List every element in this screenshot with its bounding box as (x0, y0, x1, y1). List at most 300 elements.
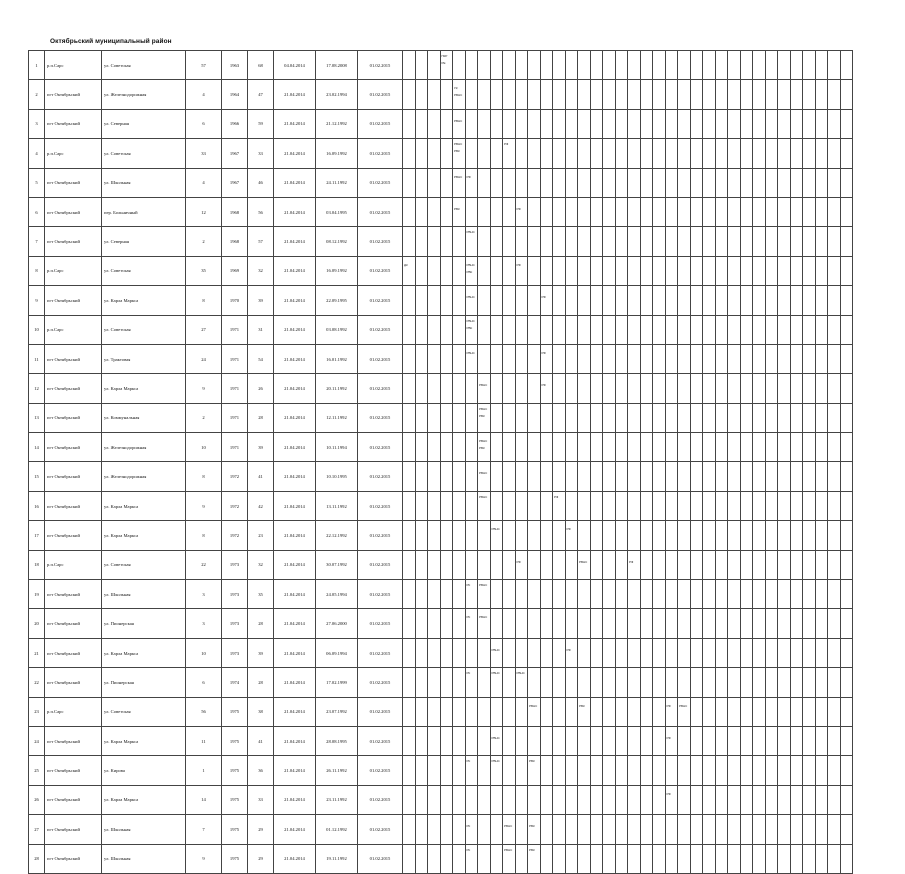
schedule-cell (678, 756, 691, 785)
schedule-cell (765, 756, 778, 785)
locality-cell: пгт Октябрьский (45, 286, 102, 315)
schedule-cell (740, 227, 753, 256)
schedule-cell (765, 256, 778, 285)
schedule-cell (778, 109, 791, 138)
schedule-cell (753, 139, 766, 168)
date-recognized-cell: 27.06.2000 (316, 609, 358, 638)
schedule-cell (490, 344, 503, 373)
schedule-cell (653, 344, 666, 373)
schedule-cell (478, 286, 491, 315)
schedule-cell (540, 256, 553, 285)
schedule-cell (640, 168, 653, 197)
schedule-cell (465, 726, 478, 755)
schedule-cell (665, 638, 678, 667)
schedule-cell (678, 580, 691, 609)
schedule-cell (728, 521, 741, 550)
year-built-cell: 1975 (222, 815, 248, 844)
locality-cell: пгт Октябрьский (45, 785, 102, 814)
schedule-cell (690, 521, 703, 550)
schedule-cell (665, 227, 678, 256)
schedule-cell (553, 609, 566, 638)
row-number: 17 (29, 521, 45, 550)
schedule-cell (803, 756, 816, 785)
street-cell: ул. Карла Маркса (102, 521, 186, 550)
schedule-cell (578, 550, 591, 579)
schedule-cell (803, 609, 816, 638)
schedule-cell (503, 726, 516, 755)
schedule-cell (803, 109, 816, 138)
schedule-cell (628, 227, 641, 256)
schedule-cell (815, 756, 828, 785)
row-number: 15 (29, 462, 45, 491)
work-type-mark: РВК (454, 206, 460, 211)
schedule-cell (428, 756, 441, 785)
schedule-cell (515, 315, 528, 344)
schedule-cell (590, 580, 603, 609)
schedule-cell (515, 109, 528, 138)
schedule-cell (703, 668, 716, 697)
schedule-cell (653, 756, 666, 785)
schedule-cell (728, 51, 741, 80)
schedule-cell (540, 51, 553, 80)
schedule-cell (590, 286, 603, 315)
schedule-cell (565, 139, 578, 168)
schedule-cell (628, 580, 641, 609)
schedule-cell (440, 433, 453, 462)
schedule-cell (515, 256, 528, 285)
schedule-cell (415, 403, 428, 432)
schedule-cell (603, 668, 616, 697)
schedule-cell (428, 374, 441, 403)
schedule-cell (465, 433, 478, 462)
schedule-cell (640, 197, 653, 226)
schedule-cell (490, 697, 503, 726)
schedule-cell (578, 668, 591, 697)
schedule-cell (553, 197, 566, 226)
schedule-cell (703, 109, 716, 138)
schedule-cell (403, 139, 416, 168)
schedule-cell (678, 51, 691, 80)
schedule-cell (765, 51, 778, 80)
schedule-cell (628, 344, 641, 373)
house-number-cell: 24 (186, 344, 222, 373)
wear-percent-cell: 68 (248, 51, 274, 80)
schedule-cell (678, 462, 691, 491)
schedule-cell (615, 197, 628, 226)
schedule-cell (690, 550, 703, 579)
schedule-cell (465, 521, 478, 550)
date-plan-cell: 01.02.2015 (358, 462, 403, 491)
schedule-cell (628, 697, 641, 726)
schedule-cell (690, 668, 703, 697)
house-number-cell: 2 (186, 403, 222, 432)
schedule-cell (503, 51, 516, 80)
work-type-mark: РВНС (479, 583, 488, 588)
schedule-cell (640, 609, 653, 638)
schedule-cell (678, 844, 691, 873)
date-plan-cell: 01.02.2015 (358, 139, 403, 168)
schedule-cell (465, 815, 478, 844)
schedule-cell (503, 756, 516, 785)
schedule-cell (828, 109, 841, 138)
schedule-cell (640, 344, 653, 373)
work-type-mark: РВНС (579, 559, 588, 564)
schedule-cell (640, 286, 653, 315)
schedule-cell (828, 609, 841, 638)
work-type-mark: РВНС (679, 703, 688, 708)
schedule-cell (840, 256, 853, 285)
schedule-cell (678, 344, 691, 373)
schedule-cell (478, 697, 491, 726)
schedule-cell (515, 227, 528, 256)
schedule-cell (503, 844, 516, 873)
schedule-cell (740, 51, 753, 80)
schedule-cell (428, 80, 441, 109)
schedule-cell (803, 197, 816, 226)
year-built-cell: 1964 (222, 80, 248, 109)
schedule-cell (528, 344, 541, 373)
schedule-cell (753, 844, 766, 873)
schedule-cell (553, 815, 566, 844)
schedule-cell (578, 815, 591, 844)
schedule-cell (840, 756, 853, 785)
house-number-cell: 6 (186, 668, 222, 697)
schedule-cell (440, 726, 453, 755)
house-number-cell: 9 (186, 491, 222, 520)
schedule-cell (653, 815, 666, 844)
schedule-cell (628, 374, 641, 403)
row-number: 18 (29, 550, 45, 579)
schedule-cell (678, 785, 691, 814)
street-cell: ул. Школьная (102, 168, 186, 197)
schedule-cell (615, 638, 628, 667)
schedule-cell (415, 139, 428, 168)
work-type-mark: РВНС (479, 383, 488, 388)
schedule-cell (490, 256, 503, 285)
schedule-cell (840, 844, 853, 873)
date-survey-cell: 21.04.2014 (274, 462, 316, 491)
schedule-cell (540, 286, 553, 315)
schedule-cell (415, 550, 428, 579)
schedule-cell (740, 109, 753, 138)
date-recognized-cell: 17.02.1999 (316, 668, 358, 697)
locality-cell: пгт Октябрьский (45, 403, 102, 432)
schedule-cell (678, 80, 691, 109)
schedule-cell (590, 51, 603, 80)
schedule-cell (765, 491, 778, 520)
schedule-cell (515, 844, 528, 873)
date-plan-cell: 01.02.2015 (358, 815, 403, 844)
street-cell: ул. Северная (102, 109, 186, 138)
schedule-cell (590, 726, 603, 755)
schedule-cell (778, 51, 791, 80)
locality-cell: р.п.Сарс (45, 550, 102, 579)
schedule-cell (403, 580, 416, 609)
schedule-cell (640, 697, 653, 726)
schedule-cell (615, 433, 628, 462)
schedule-cell (403, 344, 416, 373)
date-plan-cell: 01.02.2015 (358, 550, 403, 579)
year-built-cell: 1972 (222, 521, 248, 550)
house-number-cell: 7 (186, 815, 222, 844)
schedule-cell (415, 580, 428, 609)
work-type-mark: РВНС (491, 527, 500, 532)
schedule-cell (665, 668, 678, 697)
schedule-cell (828, 697, 841, 726)
date-recognized-cell: 16.09.1992 (316, 256, 358, 285)
schedule-cell (553, 697, 566, 726)
schedule-cell (440, 491, 453, 520)
date-recognized-cell: 16.01.1992 (316, 344, 358, 373)
schedule-cell (603, 756, 616, 785)
schedule-cell (665, 197, 678, 226)
schedule-cell (778, 315, 791, 344)
work-type-mark: РВК (529, 759, 535, 764)
date-recognized-cell: 24.11.1992 (316, 168, 358, 197)
schedule-cell (428, 580, 441, 609)
schedule-cell (753, 638, 766, 667)
schedule-cell (515, 550, 528, 579)
schedule-cell (690, 139, 703, 168)
schedule-cell (640, 521, 653, 550)
schedule-cell (440, 109, 453, 138)
schedule-cell (578, 433, 591, 462)
schedule-cell (540, 109, 553, 138)
schedule-cell (615, 462, 628, 491)
schedule-cell (403, 726, 416, 755)
schedule-cell (465, 197, 478, 226)
schedule-cell (490, 521, 503, 550)
schedule-cell (540, 168, 553, 197)
schedule-cell (728, 785, 741, 814)
schedule-cell (828, 433, 841, 462)
schedule-cell (490, 80, 503, 109)
schedule-cell (690, 491, 703, 520)
schedule-cell (828, 344, 841, 373)
work-type-mark: РФ (466, 174, 471, 179)
schedule-cell (503, 197, 516, 226)
schedule-cell (528, 197, 541, 226)
page-title: Октябрьский муниципальный район (50, 38, 172, 45)
schedule-cell (528, 815, 541, 844)
schedule-cell (665, 344, 678, 373)
work-type-mark: УК (454, 86, 458, 91)
schedule-cell (840, 51, 853, 80)
row-number: 12 (29, 374, 45, 403)
schedule-cell (753, 609, 766, 638)
table-row (29, 139, 853, 168)
schedule-cell (440, 756, 453, 785)
work-type-mark: РФ (516, 206, 521, 211)
schedule-cell (478, 256, 491, 285)
schedule-cell (715, 227, 728, 256)
schedule-cell (640, 785, 653, 814)
date-plan-cell: 01.02.2015 (358, 433, 403, 462)
schedule-cell (465, 256, 478, 285)
schedule-cell (715, 638, 728, 667)
schedule-cell (628, 168, 641, 197)
date-recognized-cell: 03.04.1995 (316, 197, 358, 226)
street-cell: ул. Советская (102, 139, 186, 168)
schedule-cell (778, 726, 791, 755)
date-recognized-cell: 16.09.1992 (316, 139, 358, 168)
schedule-cell (778, 815, 791, 844)
schedule-cell (465, 638, 478, 667)
schedule-cell (503, 403, 516, 432)
schedule-cell (815, 374, 828, 403)
schedule-cell (578, 403, 591, 432)
schedule-cell (403, 668, 416, 697)
date-survey-cell: 21.04.2014 (274, 638, 316, 667)
house-number-cell: 33 (186, 139, 222, 168)
schedule-cell (603, 638, 616, 667)
schedule-cell (590, 462, 603, 491)
schedule-cell (415, 256, 428, 285)
schedule-cell (528, 227, 541, 256)
schedule-cell (790, 286, 803, 315)
schedule-cell (703, 726, 716, 755)
schedule-cell (765, 815, 778, 844)
schedule-cell (728, 168, 741, 197)
schedule-cell (678, 550, 691, 579)
schedule-cell (553, 462, 566, 491)
row-number: 10 (29, 315, 45, 344)
date-recognized-cell: 12.11.1992 (316, 403, 358, 432)
schedule-cell (640, 668, 653, 697)
year-built-cell: 1972 (222, 462, 248, 491)
street-cell: ул. Северная (102, 227, 186, 256)
schedule-cell (753, 726, 766, 755)
wear-percent-cell: 33 (248, 785, 274, 814)
schedule-cell (428, 433, 441, 462)
locality-cell: пгт Октябрьский (45, 668, 102, 697)
schedule-cell (803, 256, 816, 285)
table-row (29, 609, 853, 638)
schedule-cell (665, 756, 678, 785)
street-cell: ул. Школьная (102, 844, 186, 873)
schedule-cell (753, 168, 766, 197)
schedule-cell (490, 668, 503, 697)
schedule-cell (628, 109, 641, 138)
schedule-cell (465, 491, 478, 520)
schedule-cell (615, 51, 628, 80)
schedule-cell (628, 80, 641, 109)
schedule-cell (803, 580, 816, 609)
schedule-cell (440, 227, 453, 256)
work-type-mark: РФ (566, 527, 571, 532)
schedule-cell (603, 491, 616, 520)
schedule-cell (753, 668, 766, 697)
date-plan-cell: 01.02.2015 (358, 726, 403, 755)
schedule-cell (590, 80, 603, 109)
year-built-cell: 1969 (222, 256, 248, 285)
schedule-cell (453, 51, 466, 80)
schedule-cell (703, 433, 716, 462)
schedule-cell (565, 815, 578, 844)
schedule-cell (465, 756, 478, 785)
schedule-cell (715, 462, 728, 491)
row-number: 23 (29, 697, 45, 726)
schedule-cell (540, 756, 553, 785)
housing-register-table (28, 50, 853, 874)
schedule-cell (640, 815, 653, 844)
schedule-cell (628, 550, 641, 579)
schedule-cell (790, 550, 803, 579)
date-plan-cell: 01.02.2015 (358, 580, 403, 609)
locality-cell: пгт Октябрьский (45, 433, 102, 462)
schedule-cell (478, 374, 491, 403)
schedule-cell (528, 433, 541, 462)
schedule-cell (715, 550, 728, 579)
schedule-cell (678, 168, 691, 197)
work-type-mark: РВНС (466, 318, 475, 323)
table-row (29, 403, 853, 432)
work-type-mark: РК (466, 583, 471, 588)
schedule-cell (415, 51, 428, 80)
schedule-cell (515, 462, 528, 491)
schedule-cell (565, 785, 578, 814)
schedule-cell (615, 227, 628, 256)
schedule-cell (490, 315, 503, 344)
date-survey-cell: 21.04.2014 (274, 286, 316, 315)
locality-cell: р.п.Сарс (45, 51, 102, 80)
schedule-cell (640, 256, 653, 285)
year-built-cell: 1975 (222, 785, 248, 814)
schedule-cell (790, 521, 803, 550)
schedule-cell (728, 697, 741, 726)
schedule-cell (640, 227, 653, 256)
schedule-cell (703, 491, 716, 520)
schedule-cell (740, 197, 753, 226)
schedule-cell (728, 315, 741, 344)
schedule-cell (603, 609, 616, 638)
schedule-cell (678, 609, 691, 638)
schedule-cell (478, 668, 491, 697)
work-type-mark: РВК (529, 847, 535, 852)
schedule-cell (540, 315, 553, 344)
wear-percent-cell: 26 (248, 374, 274, 403)
schedule-cell (640, 550, 653, 579)
schedule-cell (603, 726, 616, 755)
schedule-cell (828, 374, 841, 403)
schedule-cell (740, 80, 753, 109)
schedule-cell (465, 374, 478, 403)
schedule-cell (578, 638, 591, 667)
schedule-cell (590, 227, 603, 256)
house-number-cell: 35 (186, 256, 222, 285)
table-row (29, 109, 853, 138)
schedule-cell (703, 462, 716, 491)
work-type-mark: РВК (454, 149, 460, 154)
work-type-mark: РВНС (491, 735, 500, 740)
schedule-cell (453, 227, 466, 256)
schedule-cell (440, 403, 453, 432)
schedule-cell (615, 344, 628, 373)
schedule-cell (565, 374, 578, 403)
row-number: 7 (29, 227, 45, 256)
schedule-cell (428, 256, 441, 285)
schedule-cell (565, 609, 578, 638)
schedule-cell (690, 726, 703, 755)
date-survey-cell: 21.04.2014 (274, 756, 316, 785)
schedule-cell (740, 344, 753, 373)
schedule-cell (490, 168, 503, 197)
schedule-cell (790, 168, 803, 197)
schedule-cell (428, 168, 441, 197)
schedule-cell (678, 286, 691, 315)
schedule-cell (690, 197, 703, 226)
schedule-cell (803, 168, 816, 197)
